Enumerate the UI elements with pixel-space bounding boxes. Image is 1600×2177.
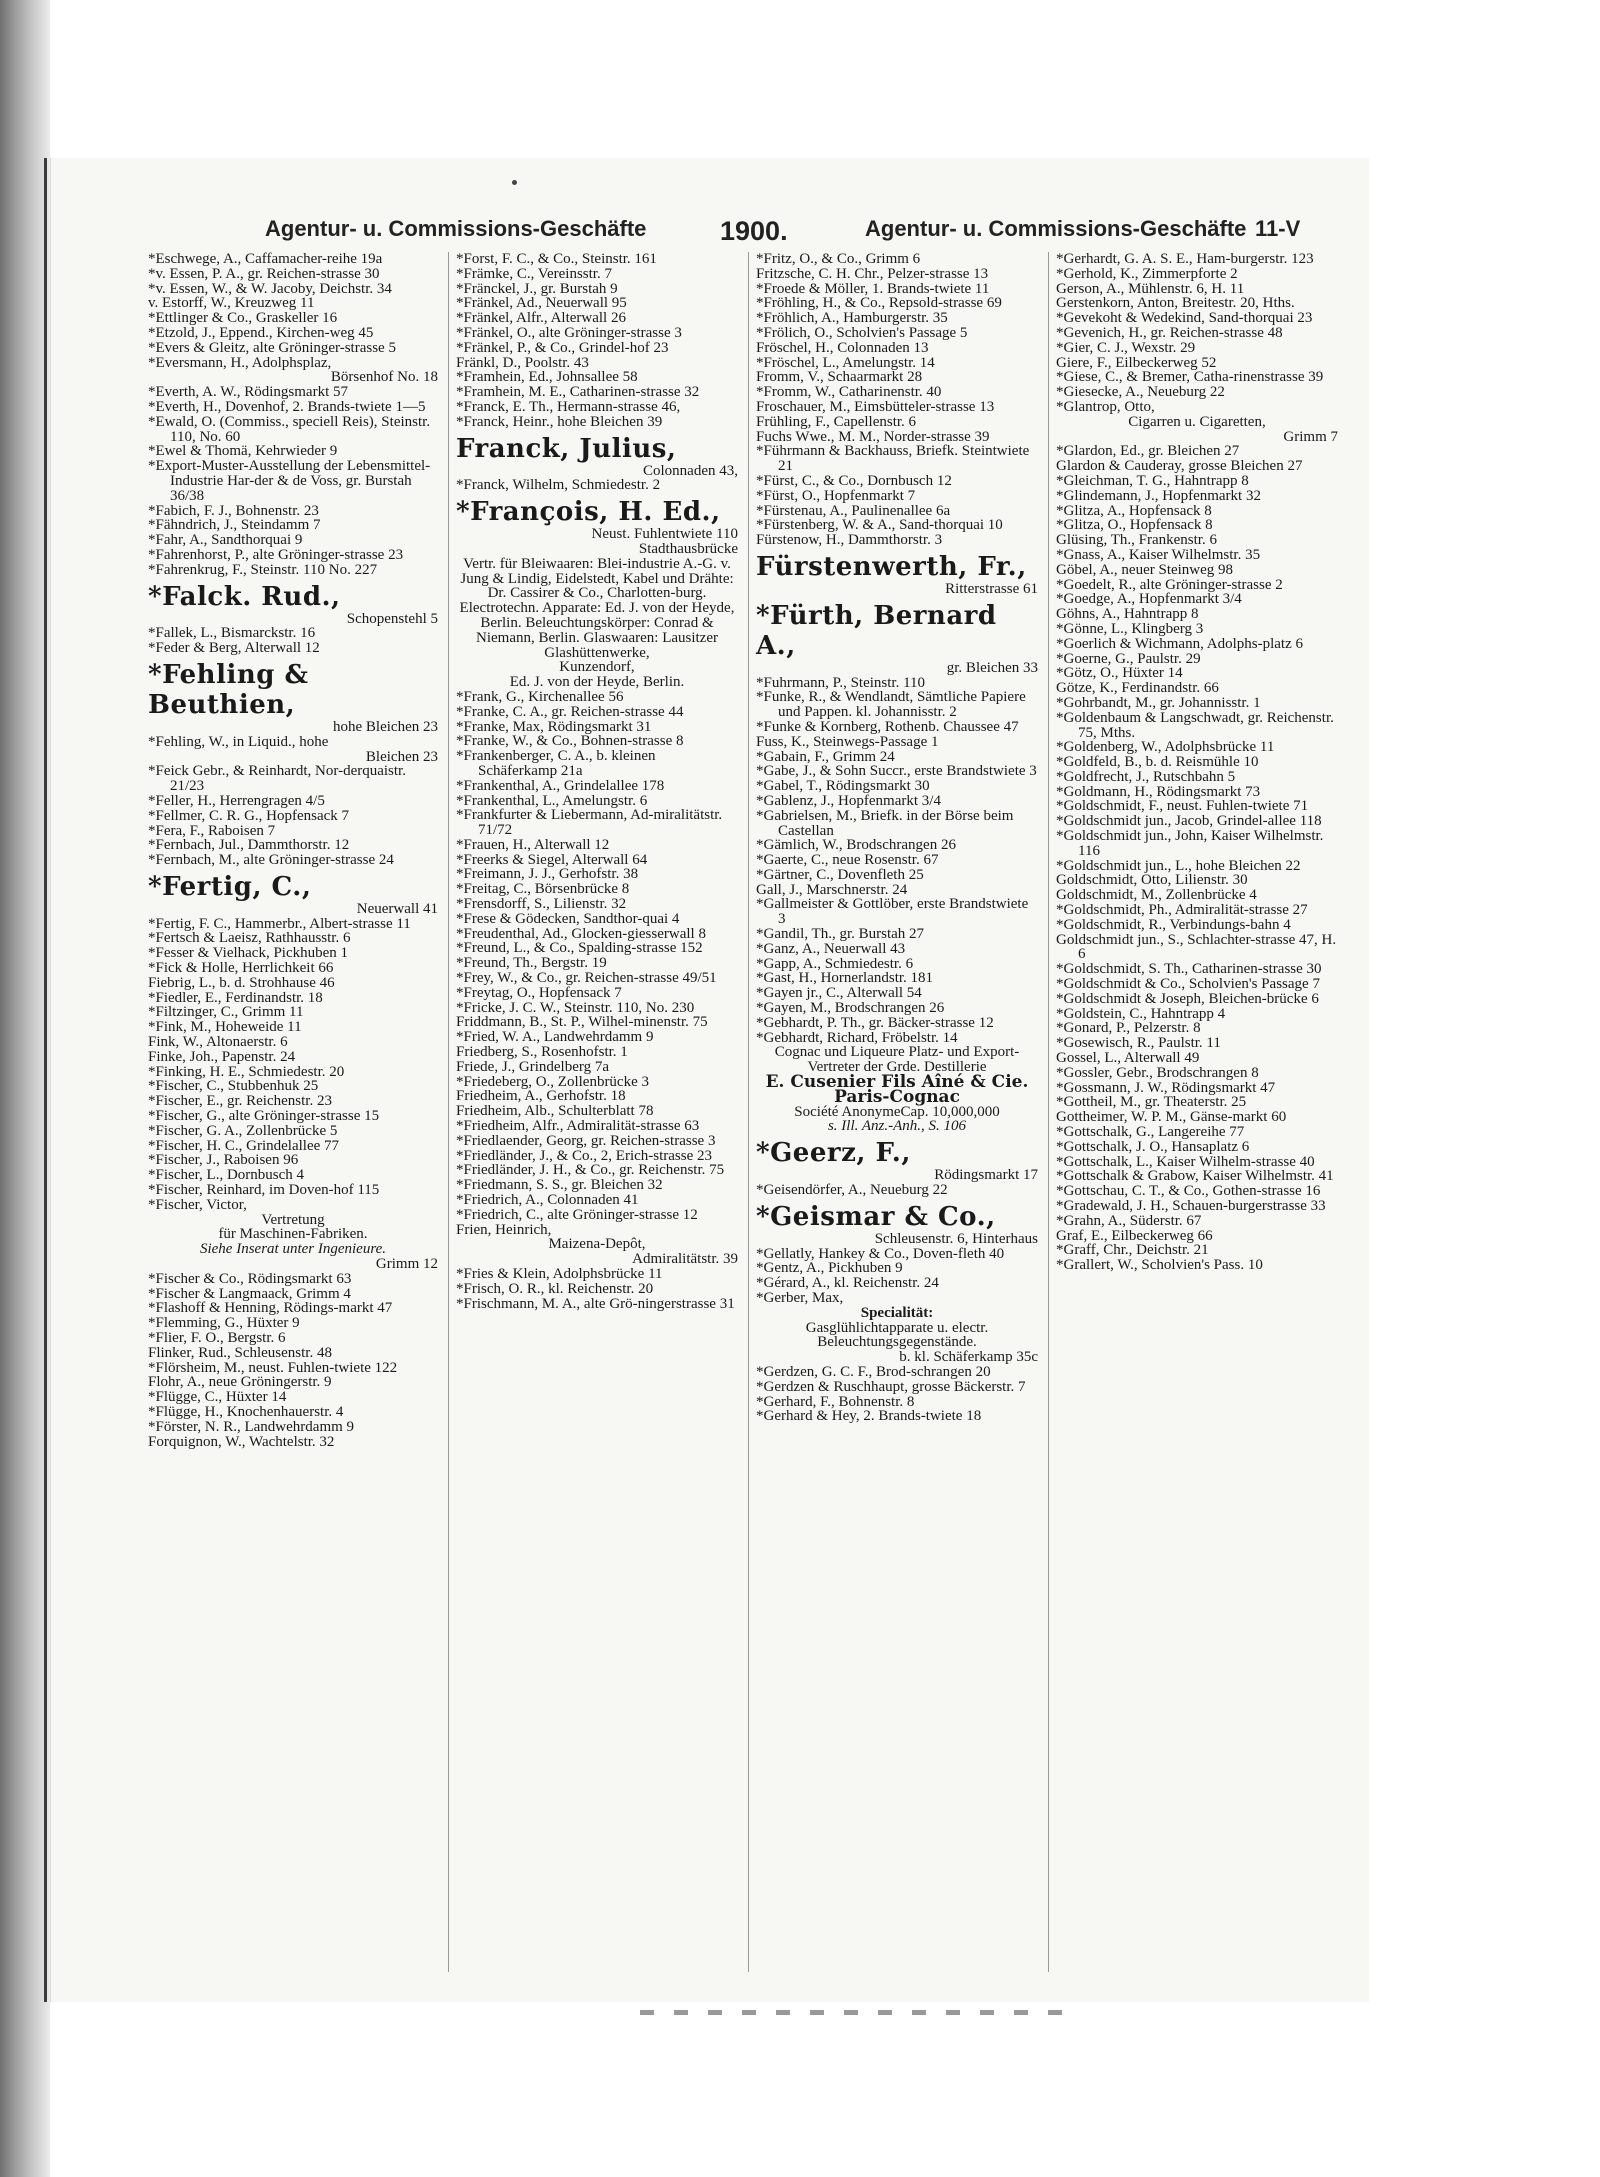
- directory-entry: *Gabel, T., Rödingsmarkt 30: [756, 778, 930, 795]
- directory-entry: *Forst, F. C., & Co., Steinstr. 161: [456, 251, 657, 267]
- directory-entry: *Friedlaender, Georg, gr. Reichen-strasse 3: [456, 1132, 716, 1149]
- directory-entry: *Glitza, A., Hopfensack 8: [1056, 502, 1212, 519]
- directory-entry: *Goldschmidt, R., Verbindungs-bahn 4: [1056, 916, 1291, 933]
- directory-entry: *Friedrich, A., Colonnaden 41: [456, 1192, 639, 1209]
- directory-entry: *Glardon, Ed., gr. Bleichen 27: [1056, 443, 1240, 460]
- directory-entry: *Ettlinger & Co., Graskeller 16: [148, 310, 338, 327]
- directory-entry: *Frankenthal, L., Amelungstr. 6: [456, 792, 648, 809]
- directory-entry: b. kl. Schäferkamp 35c: [899, 1349, 1038, 1366]
- directory-entry: *Goldschmidt jun., L., hohe Bleichen 22: [1056, 857, 1301, 874]
- directory-entry: Fuchs Wwe., M. M., Norder-strasse 39: [756, 428, 990, 445]
- directory-entry: *Fiedler, E., Ferdinandstr. 18: [148, 989, 323, 1006]
- directory-entry: Gall, J., Marschnerstr. 24: [756, 881, 908, 898]
- directory-entry: *Gottschalk & Grabow, Kaiser Wilhelmstr. 41: [1056, 1168, 1334, 1185]
- directory-entry: *Gossmann, J. W., Rödingsmarkt 47: [1056, 1079, 1276, 1096]
- directory-entry: *Goldschmidt jun., Jacob, Grindel-allee 118: [1056, 813, 1322, 830]
- directory-entry: Cognac und Liqueure Platz- und Export-Vertreter der Grde. Destillerie: [774, 1044, 1020, 1076]
- directory-entry: *Gallmeister & Gottlöber, erste Brandstwiete 3: [756, 896, 1029, 928]
- directory-entry: *Etzold, J., Eppend., Kirchen-weg 45: [148, 324, 374, 341]
- directory-entry: *Gevenich, H., gr. Reichen-strasse 48: [1056, 324, 1283, 341]
- directory-entry: *Främke, C., Vereinsstr. 7: [456, 265, 612, 282]
- directory-entry: *Funke & Kornberg, Rothenb. Chaussee 47: [756, 718, 1019, 735]
- directory-entry: *Gast, H., Hornerlandstr. 181: [756, 970, 934, 987]
- directory-entry: *Gleichman, T. G., Hahntrapp 8: [1056, 472, 1249, 489]
- directory-entry: *Goerne, G., Paulstr. 29: [1056, 650, 1201, 667]
- directory-entry: *Frank, G., Kirchenallee 56: [456, 688, 624, 705]
- directory-entry: Börsenhof No. 18: [330, 369, 438, 386]
- directory-entry: *Fernbach, M., alte Gröninger-strasse 24: [148, 852, 394, 869]
- directory-entry: *Gebhardt, Richard, Fröbelstr. 14: [756, 1029, 958, 1046]
- directory-entry: Vertr. für Bleiwaaren: Blei-industrie A.-G. v. Jung & Lindig, Eidelstedt, Kabel und Drähte: Dr. Cassirer & Co., Charlotten-burg. Electrotechn. Apparate: Ed. J. von der Heyde, Berlin. Beleuchtungskörper: Conrad & Niemann, Berlin. Glaswaaren: Lausitzer Glashüttenwerke,: [459, 555, 735, 661]
- directory-entry: E. Cusenier Fils Aîné & Cie. Paris-Cognac: [765, 1072, 1029, 1107]
- directory-entry: *Fürstenau, A., Paulinenallee 6a: [756, 502, 951, 519]
- directory-entry: Gerson, A., Mühlenstr. 6, H. 11: [1056, 280, 1245, 297]
- directory-entry: *Goldschmidt, S. Th., Catharinen-strasse 30: [1056, 961, 1322, 978]
- directory-entry: *Fischer, E., gr. Reichenstr. 23: [148, 1093, 332, 1110]
- directory-entry: Gerstenkorn, Anton, Breitestr. 20, Hths.: [1056, 295, 1295, 312]
- directory-entry: *Glindemann, J., Hopfenmarkt 32: [1056, 487, 1261, 504]
- directory-entry: *Friedländer, J., & Co., 2, Erich-strasse 23: [456, 1147, 713, 1164]
- directory-entry: Fritzsche, C. H. Chr., Pelzer-strasse 13: [756, 265, 989, 282]
- directory-entry: *Everth, A. W., Rödingsmarkt 57: [148, 384, 348, 401]
- directory-entry: *Fränkel, P., & Co., Grindel-hof 23: [456, 339, 669, 356]
- directory-entry: *Graff, Chr., Deichstr. 21: [1056, 1242, 1209, 1259]
- directory-entry: *Frey, W., & Co., gr. Reichen-strasse 49/51: [456, 970, 717, 987]
- directory-entry: *Fischer & Co., Rödingsmarkt 63: [148, 1270, 352, 1287]
- directory-entry: *Finking, H. E., Schmiedestr. 20: [148, 1063, 345, 1080]
- directory-entry: *Fehling, W., in Liquid., hohe: [148, 733, 329, 750]
- directory-entry: *Franck, Wilhelm, Schmiedestr. 2: [456, 477, 661, 494]
- directory-entry: *Gnass, A., Kaiser Wilhelmstr. 35: [1056, 546, 1261, 563]
- header-left-title: Agentur- u. Commissions-Geschäfte: [265, 216, 647, 241]
- directory-entry: *Ewel & Thomä, Kehrwieder 9: [148, 443, 338, 460]
- directory-entry: *Feder & Berg, Alterwall 12: [148, 640, 320, 657]
- directory-entry: *Eversmann, H., Adolphsplaz,: [148, 354, 332, 371]
- directory-entry: *Fränkel, Ad., Neuerwall 95: [456, 295, 627, 312]
- directory-entry: *Gabe, J., & Sohn Succr., erste Brandstwiete 3: [756, 763, 1037, 780]
- directory-entry: Göbel, A., neuer Steinweg 98: [1056, 561, 1234, 578]
- directory-entry: *Gentz, A., Pickhuben 9: [756, 1260, 903, 1277]
- directory-entry: *Frese & Gödecken, Sandthor-quai 4: [456, 910, 680, 927]
- directory-entry: *Frensdorff, S., Lilienstr. 32: [456, 896, 627, 913]
- directory-entry: *Friedeberg, O., Zollenbrücke 3: [456, 1073, 650, 1090]
- directory-entry: *Fröschel, L., Amelungstr. 14: [756, 354, 935, 371]
- directory-entry: *Frankenthal, A., Grindelallee 178: [456, 777, 665, 794]
- directory-entry: *Franke, C. A., gr. Reichen-strasse 44: [456, 703, 684, 720]
- directory-entry: *Friedländer, J. H., & Co., gr. Reichenstr. 75: [456, 1162, 725, 1179]
- directory-entry: Goldschmidt, Otto, Lilienstr. 30: [1056, 872, 1248, 889]
- directory-entry: *Fröhling, H., & Co., Repsold-strasse 69: [756, 295, 1002, 312]
- featured-entry: *Geismar & Co.,: [756, 1201, 996, 1232]
- directory-entry: Flohr, A., neue Gröningerstr. 9: [148, 1374, 332, 1391]
- directory-entry: *Fabich, F. J., Bohnenstr. 23: [148, 502, 319, 519]
- directory-entry: Specialität:: [860, 1304, 934, 1321]
- directory-entry: *Fürstenberg, W. & A., Sand-thorquai 10: [756, 517, 1003, 534]
- directory-entry: Fiebrig, L., b. d. Strohhause 46: [148, 974, 335, 991]
- directory-entry: Neust. Fuhlentwiete 110: [591, 526, 738, 543]
- featured-entry: *Fertig, C.,: [148, 871, 312, 902]
- directory-entry: *Flügge, H., Knochenhauerstr. 4: [148, 1403, 344, 1420]
- directory-entry: Société AnonymeCap. 10,000,000: [794, 1103, 1000, 1120]
- directory-entry: *Fischer, G., alte Gröninger-strasse 15: [148, 1108, 380, 1125]
- directory-entry: Gottheimer, W. P. M., Gänse-markt 60: [1056, 1109, 1287, 1126]
- header-year: 1900.: [720, 216, 788, 246]
- directory-entry: *Franke, W., & Co., Bohnen-strasse 8: [456, 733, 684, 750]
- directory-entry: *Fertsch & Laeisz, Rathhausstr. 6: [148, 930, 351, 947]
- directory-entry: *Franck, Heinr., hohe Bleichen 39: [456, 413, 663, 430]
- directory-entry: *Gohrbandt, M., gr. Johannisstr. 1: [1056, 694, 1261, 711]
- directory-entry: Fink, W., Altonaerstr. 6: [148, 1034, 288, 1051]
- directory-entry: Gasglühlichtapparate u. electr. Beleuchtungsgegenstände.: [805, 1319, 989, 1351]
- directory-entry: *Gier, C. J., Wexstr. 29: [1056, 339, 1196, 356]
- directory-entry: *Gradewald, J. H., Schauen-burgerstrasse 33: [1056, 1198, 1326, 1214]
- directory-entry: Finke, Joh., Papenstr. 24: [148, 1048, 296, 1065]
- directory-entry: Friedheim, Alb., Schulterblatt 78: [456, 1103, 654, 1120]
- directory-entry: *Goedge, A., Hopfenmarkt 3/4: [1056, 591, 1242, 608]
- directory-entry: *Gottschalk, J. O., Hansaplatz 6: [1056, 1138, 1250, 1155]
- directory-entry: *Gerhard & Hey, 2. Brands-twiete 18: [756, 1408, 982, 1425]
- directory-entry: *Export-Muster-Ausstellung der Lebensmittel-Industrie Har-der & de Voss, gr. Burstah 36/38: [148, 458, 431, 504]
- directory-entry: *Frischmann, M. A., alte Grö-ningerstrasse 31: [456, 1295, 735, 1312]
- directory-entry: hohe Bleichen 23: [333, 718, 438, 735]
- directory-entry: *Flier, F. O., Bergstr. 6: [148, 1330, 286, 1346]
- directory-entry: *Freudenthal, Ad., Glocken-giesserwall 8: [456, 925, 706, 942]
- directory-entry: *Gayen jr., C., Alterwall 54: [756, 985, 922, 1002]
- directory-entry: *Gablenz, J., Hopfenmarkt 3/4: [756, 792, 941, 809]
- directory-entry: *Fera, F., Raboisen 7: [148, 822, 276, 839]
- directory-entry: Graf, E., Eilbeckerweg 66: [1056, 1227, 1213, 1244]
- directory-entry: *Feller, H., Herrengragen 4/5: [148, 792, 325, 809]
- directory-entry: *v. Essen, W., & W. Jacoby, Deichstr. 34: [148, 280, 392, 297]
- directory-entry: für Maschinen-Fabriken.: [218, 1226, 368, 1243]
- directory-entry: v. Estorff, W., Kreuzweg 11: [148, 295, 315, 312]
- directory-entry: *Gosewisch, R., Paulstr. 11: [1056, 1035, 1221, 1052]
- directory-entry: *Freund, L., & Co., Spalding-strasse 152: [456, 940, 703, 957]
- directory-entry: *Gerdzen, G. C. F., Brod-schrangen 20: [756, 1364, 991, 1380]
- directory-entry: *Flashoff & Henning, Rödings-markt 47: [148, 1300, 393, 1317]
- directory-entry: *Fischer, Reinhard, im Doven-hof 115: [148, 1182, 380, 1199]
- directory-entry: Goldschmidt jun., S., Schlachter-strasse 47, H. 6: [1056, 931, 1337, 963]
- directory-entry: Gossel, L., Alterwall 49: [1056, 1050, 1200, 1067]
- directory-entry: *Gandil, Th., gr. Burstah 27: [756, 926, 925, 943]
- directory-entry: *Goerlich & Wichmann, Adolphs-platz 6: [1056, 635, 1303, 652]
- directory-entry: *Gabain, F., Grimm 24: [756, 748, 895, 765]
- directory-entry: *Fränkel, Alfr., Alterwall 26: [456, 310, 626, 327]
- directory-entry: Froschauer, M., Eimsbütteler-strasse 13: [756, 398, 995, 415]
- directory-entry: *Fritz, O., & Co., Grimm 6: [756, 251, 921, 267]
- directory-entry: *Führmann & Backhauss, Briefk. Steintwiete 21: [756, 443, 1030, 475]
- directory-entry: *Goldschmidt, Ph., Admiralität-strasse 27: [1056, 902, 1308, 919]
- directory-entry: *Gerber, Max,: [756, 1290, 844, 1307]
- directory-entry: *Gottschau, C. T., & Co., Gothen-strasse 16: [1056, 1183, 1321, 1200]
- directory-entry: *Förster, N. R., Landwehrdamm 9: [148, 1418, 355, 1435]
- directory-entry: *Gonard, P., Pelzerstr. 8: [1056, 1020, 1201, 1037]
- binding-edge: [44, 158, 47, 2002]
- directory-entry: *Goldschmidt jun., John, Kaiser Wilhelmstr. 116: [1056, 828, 1324, 859]
- directory-entry: Friede, J., Grindelberg 7a: [456, 1058, 610, 1075]
- directory-entry: *v. Essen, P. A., gr. Reichen-strasse 30: [148, 265, 380, 282]
- print-speck: [512, 180, 517, 185]
- directory-entry: *Goldschmidt & Joseph, Bleichen-brücke 6: [1056, 990, 1319, 1007]
- directory-entry: *Fürst, O., Hopfenmarkt 7: [756, 487, 916, 504]
- directory-entry: Grimm 7: [1283, 428, 1338, 445]
- directory-entry: *Everth, H., Dovenhof, 2. Brands-twiete 1—5: [148, 398, 426, 415]
- directory-entry: Neuerwall 41: [356, 900, 438, 917]
- directory-entry: Forquignon, W., Wachtelstr. 32: [148, 1433, 335, 1450]
- directory-entry: *Franke, Max, Rödingsmarkt 31: [456, 718, 652, 735]
- directory-entry: *Fischer, J., Raboisen 96: [148, 1152, 299, 1169]
- directory-entry: *Fürst, C., & Co., Dornbusch 12: [756, 472, 952, 489]
- directory-entry: *Eschwege, A., Caffamacher-reihe 19a: [148, 251, 383, 267]
- directory-entry: *Gärtner, C., Dovenfleth 25: [756, 866, 924, 883]
- directory-entry: *Flörsheim, M., neust. Fuhlen-twiete 122: [148, 1359, 398, 1376]
- directory-entry: *Gönne, L., Klingberg 3: [1056, 620, 1204, 637]
- directory-entry: *Fischer & Langmaack, Grimm 4: [148, 1285, 351, 1302]
- directory-entry: Giere, F., Eilbeckerweg 52: [1056, 354, 1217, 371]
- directory-entry: Goldschmidt, M., Zollenbrücke 4: [1056, 887, 1257, 904]
- directory-entry: Rödingsmarkt 17: [934, 1167, 1038, 1184]
- directory-entry: Vertretung: [261, 1211, 325, 1228]
- directory-entry: *Gerhold, K., Zimmerpforte 2: [1056, 265, 1238, 282]
- directory-entry: *Gevekoht & Wedekind, Sand-thorquai 23: [1056, 310, 1313, 327]
- featured-entry: *Falck. Rud.,: [148, 581, 341, 612]
- directory-entry: Maizena-Depôt,: [548, 1236, 646, 1253]
- directory-entry: *Gérard, A., kl. Reichenstr. 24: [756, 1275, 939, 1292]
- directory-entry: *Franck, E. Th., Hermann-strasse 46,: [456, 398, 681, 415]
- directory-entry: *Gapp, A., Schmiedestr. 6: [756, 955, 914, 972]
- column-4: [1048, 252, 1338, 1972]
- directory-entry: *Frisch, O. R., kl. Reichenstr. 20: [456, 1280, 654, 1297]
- directory-entry: *Fischer, G. A., Zollenbrücke 5: [148, 1122, 338, 1139]
- directory-entry: *Glantrop, Otto,: [1056, 398, 1155, 415]
- column-3: [748, 252, 1038, 1972]
- directory-entry: *Gämlich, W., Brodschrangen 26: [756, 837, 956, 854]
- directory-entry: Frien, Heinrich,: [456, 1221, 552, 1238]
- directory-entry: *Geisendörfer, A., Neueburg 22: [756, 1182, 948, 1199]
- featured-entry: *Geerz, F.,: [756, 1138, 911, 1169]
- directory-entry: *Gottschalk, L., Kaiser Wilhelm-strasse 40: [1056, 1153, 1315, 1170]
- directory-entry: Friedheim, A., Gerhofstr. 18: [456, 1088, 626, 1105]
- directory-entry: Glardon & Cauderay, grosse Bleichen 27: [1056, 458, 1303, 475]
- featured-entry: Franck, Julius,: [456, 433, 677, 464]
- directory-entry: Flinker, Rud., Schleusenstr. 48: [148, 1344, 332, 1361]
- directory-entry: Cigarren u. Cigaretten,: [1128, 413, 1266, 430]
- directory-entry: *Goedelt, R., alte Gröninger-strasse 2: [1056, 576, 1283, 593]
- directory-entry: Fuss, K., Steinwegs-Passage 1: [756, 733, 939, 750]
- directory-entry: *Flemming, G., Hüxter 9: [148, 1315, 300, 1332]
- directory-entry: Siehe Inserat unter Ingenieure.: [199, 1241, 387, 1258]
- directory-entry: *Gayen, M., Brodschrangen 26: [756, 1000, 945, 1017]
- featured-entry: *Fürth, Bernard A.,: [756, 600, 997, 661]
- directory-entry: *Friedmann, S. S., gr. Bleichen 32: [456, 1177, 663, 1194]
- directory-entry: *Grahn, A., Süderstr. 67: [1056, 1212, 1202, 1229]
- directory-entry: *Freytag, O., Hopfensack 7: [456, 984, 622, 1001]
- directory-entry: *Fischer, Victor,: [148, 1196, 247, 1213]
- directory-entry: *Evers & Gleitz, alte Gröninger-strasse 5: [148, 339, 396, 356]
- directory-entry: *Friedrich, C., alte Gröninger-strasse 12: [456, 1206, 698, 1223]
- directory-entry: s. Ill. Anz.-Anh., S. 106: [827, 1118, 967, 1135]
- directory-entry: *Ewald, O. (Commiss., speciell Reis), Steinstr. 110, No. 60: [148, 413, 431, 445]
- directory-entry: Friddmann, B., St. P., Wilhel-minenstr. 75: [456, 1014, 708, 1031]
- directory-entry: *Gossler, Gebr., Brodschrangen 8: [1056, 1064, 1259, 1081]
- directory-entry: Glüsing, Th., Frankenstr. 6: [1056, 532, 1217, 549]
- directory-entry: *Gerhard, F., Bohnenstr. 8: [756, 1393, 915, 1410]
- directory-entry: Ritterstrasse 61: [945, 580, 1038, 597]
- directory-entry: Stadthausbrücke: [638, 540, 738, 557]
- directory-entry: Fromm, V., Schaarmarkt 28: [756, 369, 923, 386]
- bottom-print-artifact: [640, 2010, 1070, 2015]
- featured-entry: Fürstenwerth, Fr.,: [756, 551, 1027, 582]
- directory-entry: Schopenstehl 5: [346, 610, 438, 627]
- directory-entry: *Frauen, H., Alterwall 12: [456, 836, 610, 853]
- directory-columns: [148, 251, 1338, 1972]
- directory-entry: *Fick & Holle, Herrlichkeit 66: [148, 960, 334, 977]
- directory-entry: *Fromm, W., Catharinenstr. 40: [756, 384, 942, 401]
- directory-entry: *Frölich, O., Scholvien's Passage 5: [756, 324, 968, 341]
- directory-entry: *Freerks & Siegel, Alterwall 64: [456, 851, 648, 868]
- column-1: [148, 252, 438, 1972]
- directory-entry: *Grallert, W., Scholvien's Pass. 10: [1056, 1257, 1263, 1274]
- directory-entry: Fürstenow, H., Dammthorstr. 3: [756, 532, 943, 549]
- directory-entry: *Gottschalk, G., Langereihe 77: [1056, 1124, 1245, 1141]
- directory-entry: *Goldmann, H., Rödingsmarkt 73: [1056, 783, 1261, 800]
- directory-entry: *Frankfurter & Liebermann, Ad-miralitätstr. 71/72: [456, 807, 723, 839]
- directory-entry: *Fricke, J. C. W., Steinstr. 110, No. 230: [456, 999, 695, 1016]
- directory-entry: *Fried, W. A., Landwehrdamm 9: [456, 1029, 654, 1046]
- directory-entry: *Flügge, C., Hüxter 14: [148, 1389, 287, 1406]
- directory-entry: gr. Bleichen 33: [946, 659, 1038, 676]
- directory-entry: Schleusenstr. 6, Hinterhaus: [874, 1230, 1038, 1247]
- directory-entry: *Frankenberger, C. A., b. kleinen Schäferkamp 21a: [456, 748, 656, 779]
- directory-entry: *Fröhlich, A., Hamburgerstr. 35: [756, 310, 948, 327]
- directory-entry: *Freitag, C., Börsenbrücke 8: [456, 881, 630, 898]
- directory-entry: *Giese, C., & Bremer, Catha-rinenstrasse 39: [1056, 369, 1324, 386]
- directory-entry: *Gaerte, C., neue Rosenstr. 67: [756, 852, 939, 869]
- directory-entry: *Goldschmidt, F., neust. Fuhlen-twiete 71: [1056, 798, 1309, 815]
- directory-entry: *Fischer, H. C., Grindelallee 77: [148, 1137, 340, 1154]
- directory-entry: *Gellatly, Hankey & Co., Doven-fleth 40: [756, 1245, 1005, 1262]
- directory-entry: *Goldfeld, B., b. d. Reismühle 10: [1056, 754, 1259, 771]
- directory-entry: *Framhein, Ed., Johnsallee 58: [456, 369, 638, 386]
- directory-entry: Admiralitätstr. 39: [632, 1251, 738, 1268]
- directory-entry: *Gebhardt, P. Th., gr. Bäcker-strasse 12: [756, 1014, 994, 1031]
- book-spine-shadow: [0, 0, 50, 2177]
- directory-entry: *Fahr, A., Sandthorquai 9: [148, 532, 303, 549]
- directory-entry: *Goldfrecht, J., Rutschbahn 5: [1056, 768, 1236, 785]
- directory-entry: *Fischer, L., Dornbusch 4: [148, 1167, 305, 1184]
- directory-entry: Fröschel, H., Colonnaden 13: [756, 339, 929, 356]
- directory-entry: *Feick Gebr., & Reinhardt, Nor-derquaistr. 21/23: [148, 763, 406, 795]
- directory-entry: *Filtzinger, C., Grimm 11: [148, 1004, 304, 1021]
- directory-entry: Friedberg, S., Rosenhofstr. 1: [456, 1044, 628, 1061]
- directory-entry: *Fähndrich, J., Steindamm 7: [148, 517, 321, 534]
- featured-entry: *François, H. Ed.,: [456, 497, 721, 528]
- directory-entry: *Fahrenhorst, P., alte Gröninger-strasse 23: [148, 546, 404, 563]
- directory-entry: *Giesecke, A., Neueburg 22: [1056, 384, 1225, 401]
- directory-entry: *Freimann, J. J., Gerhofstr. 38: [456, 866, 639, 883]
- directory-entry: Kunzendorf,: [559, 659, 635, 676]
- directory-entry: *Götz, O., Hüxter 14: [1056, 665, 1183, 682]
- directory-entry: *Fallek, L., Bismarckstr. 16: [148, 625, 316, 642]
- directory-entry: *Friedheim, Alfr., Admiralität-strasse 63: [456, 1118, 700, 1135]
- directory-entry: Grimm 12: [375, 1256, 438, 1273]
- directory-entry: *Fellmer, C. R. G., Hopfensack 7: [148, 807, 350, 824]
- directory-entry: Frühling, F., Capellenstr. 6: [756, 413, 917, 430]
- directory-entry: *Gerdzen & Ruschhaupt, grosse Bäckerstr. 7: [756, 1378, 1026, 1395]
- featured-entry: *Fehling & Beuthien,: [148, 659, 309, 720]
- directory-entry: *Fink, M., Hoheweide 11: [148, 1019, 302, 1036]
- directory-entry: *Fischer, C., Stubbenhuk 25: [148, 1078, 319, 1095]
- directory-entry: Götze, K., Ferdinandstr. 66: [1056, 680, 1219, 697]
- directory-entry: *Froede & Möller, 1. Brands-twiete 11: [756, 280, 990, 297]
- header-page-number: 11-V: [1255, 216, 1301, 241]
- directory-entry: *Goldstein, C., Hahntrapp 4: [1056, 1005, 1226, 1022]
- directory-entry: *Gerhardt, G. A. S. E., Ham-burgerstr. 123: [1056, 251, 1314, 267]
- directory-entry: Colonnaden 43,: [643, 462, 738, 479]
- page-header: [100, 216, 1322, 256]
- directory-entry: *Goldenberg, W., Adolphsbrücke 11: [1056, 739, 1275, 756]
- directory-entry: *Fertig, F. C., Hammerbr., Albert-strasse 11: [148, 915, 411, 932]
- directory-entry: *Freund, Th., Bergstr. 19: [456, 955, 607, 972]
- directory-entry: *Fuhrmann, P., Steinstr. 110: [756, 674, 926, 691]
- directory-entry: *Fahrenkrug, F., Steinstr. 110 No. 227: [148, 561, 378, 578]
- directory-entry: Ed. J. von der Heyde, Berlin.: [509, 674, 685, 691]
- directory-entry: *Fernbach, Jul., Dammthorstr. 12: [148, 837, 350, 854]
- directory-entry: *Fränkel, O., alte Gröninger-strasse 3: [456, 324, 682, 341]
- directory-entry: Göhns, A., Hahntrapp 8: [1056, 606, 1199, 623]
- directory-entry: *Glitza, O., Hopfensack 8: [1056, 517, 1213, 534]
- directory-entry: *Fesser & Vielhack, Pickhuben 1: [148, 945, 349, 962]
- directory-entry: *Framhein, M. E., Catharinen-strasse 32: [456, 384, 700, 401]
- directory-entry: *Funke, R., & Wendlandt, Sämtliche Papiere und Pappen. kl. Johannisstr. 2: [756, 689, 1026, 721]
- header-right-title: Agentur- u. Commissions-Geschäfte: [865, 216, 1247, 241]
- directory-entry: *Goldenbaum & Langschwadt, gr. Reichenstr. 75, Mths.: [1056, 709, 1334, 741]
- directory-entry: *Ganz, A., Neuerwall 43: [756, 940, 906, 957]
- directory-entry: *Gottheil, M., gr. Theaterstr. 25: [1056, 1094, 1247, 1111]
- directory-entry: Fränkl, D., Poolstr. 43: [456, 354, 589, 371]
- directory-entry: *Fränckel, J., gr. Burstah 9: [456, 280, 618, 297]
- column-2: [448, 252, 738, 1972]
- directory-entry: *Fries & Klein, Adolphsbrücke 11: [456, 1266, 663, 1282]
- directory-entry: Bleichen 23: [365, 748, 438, 765]
- directory-entry: *Gabrielsen, M., Briefk. in der Börse beim Castellan: [756, 807, 1014, 839]
- directory-entry: *Goldschmidt & Co., Scholvien's Passage 7: [1056, 976, 1320, 993]
